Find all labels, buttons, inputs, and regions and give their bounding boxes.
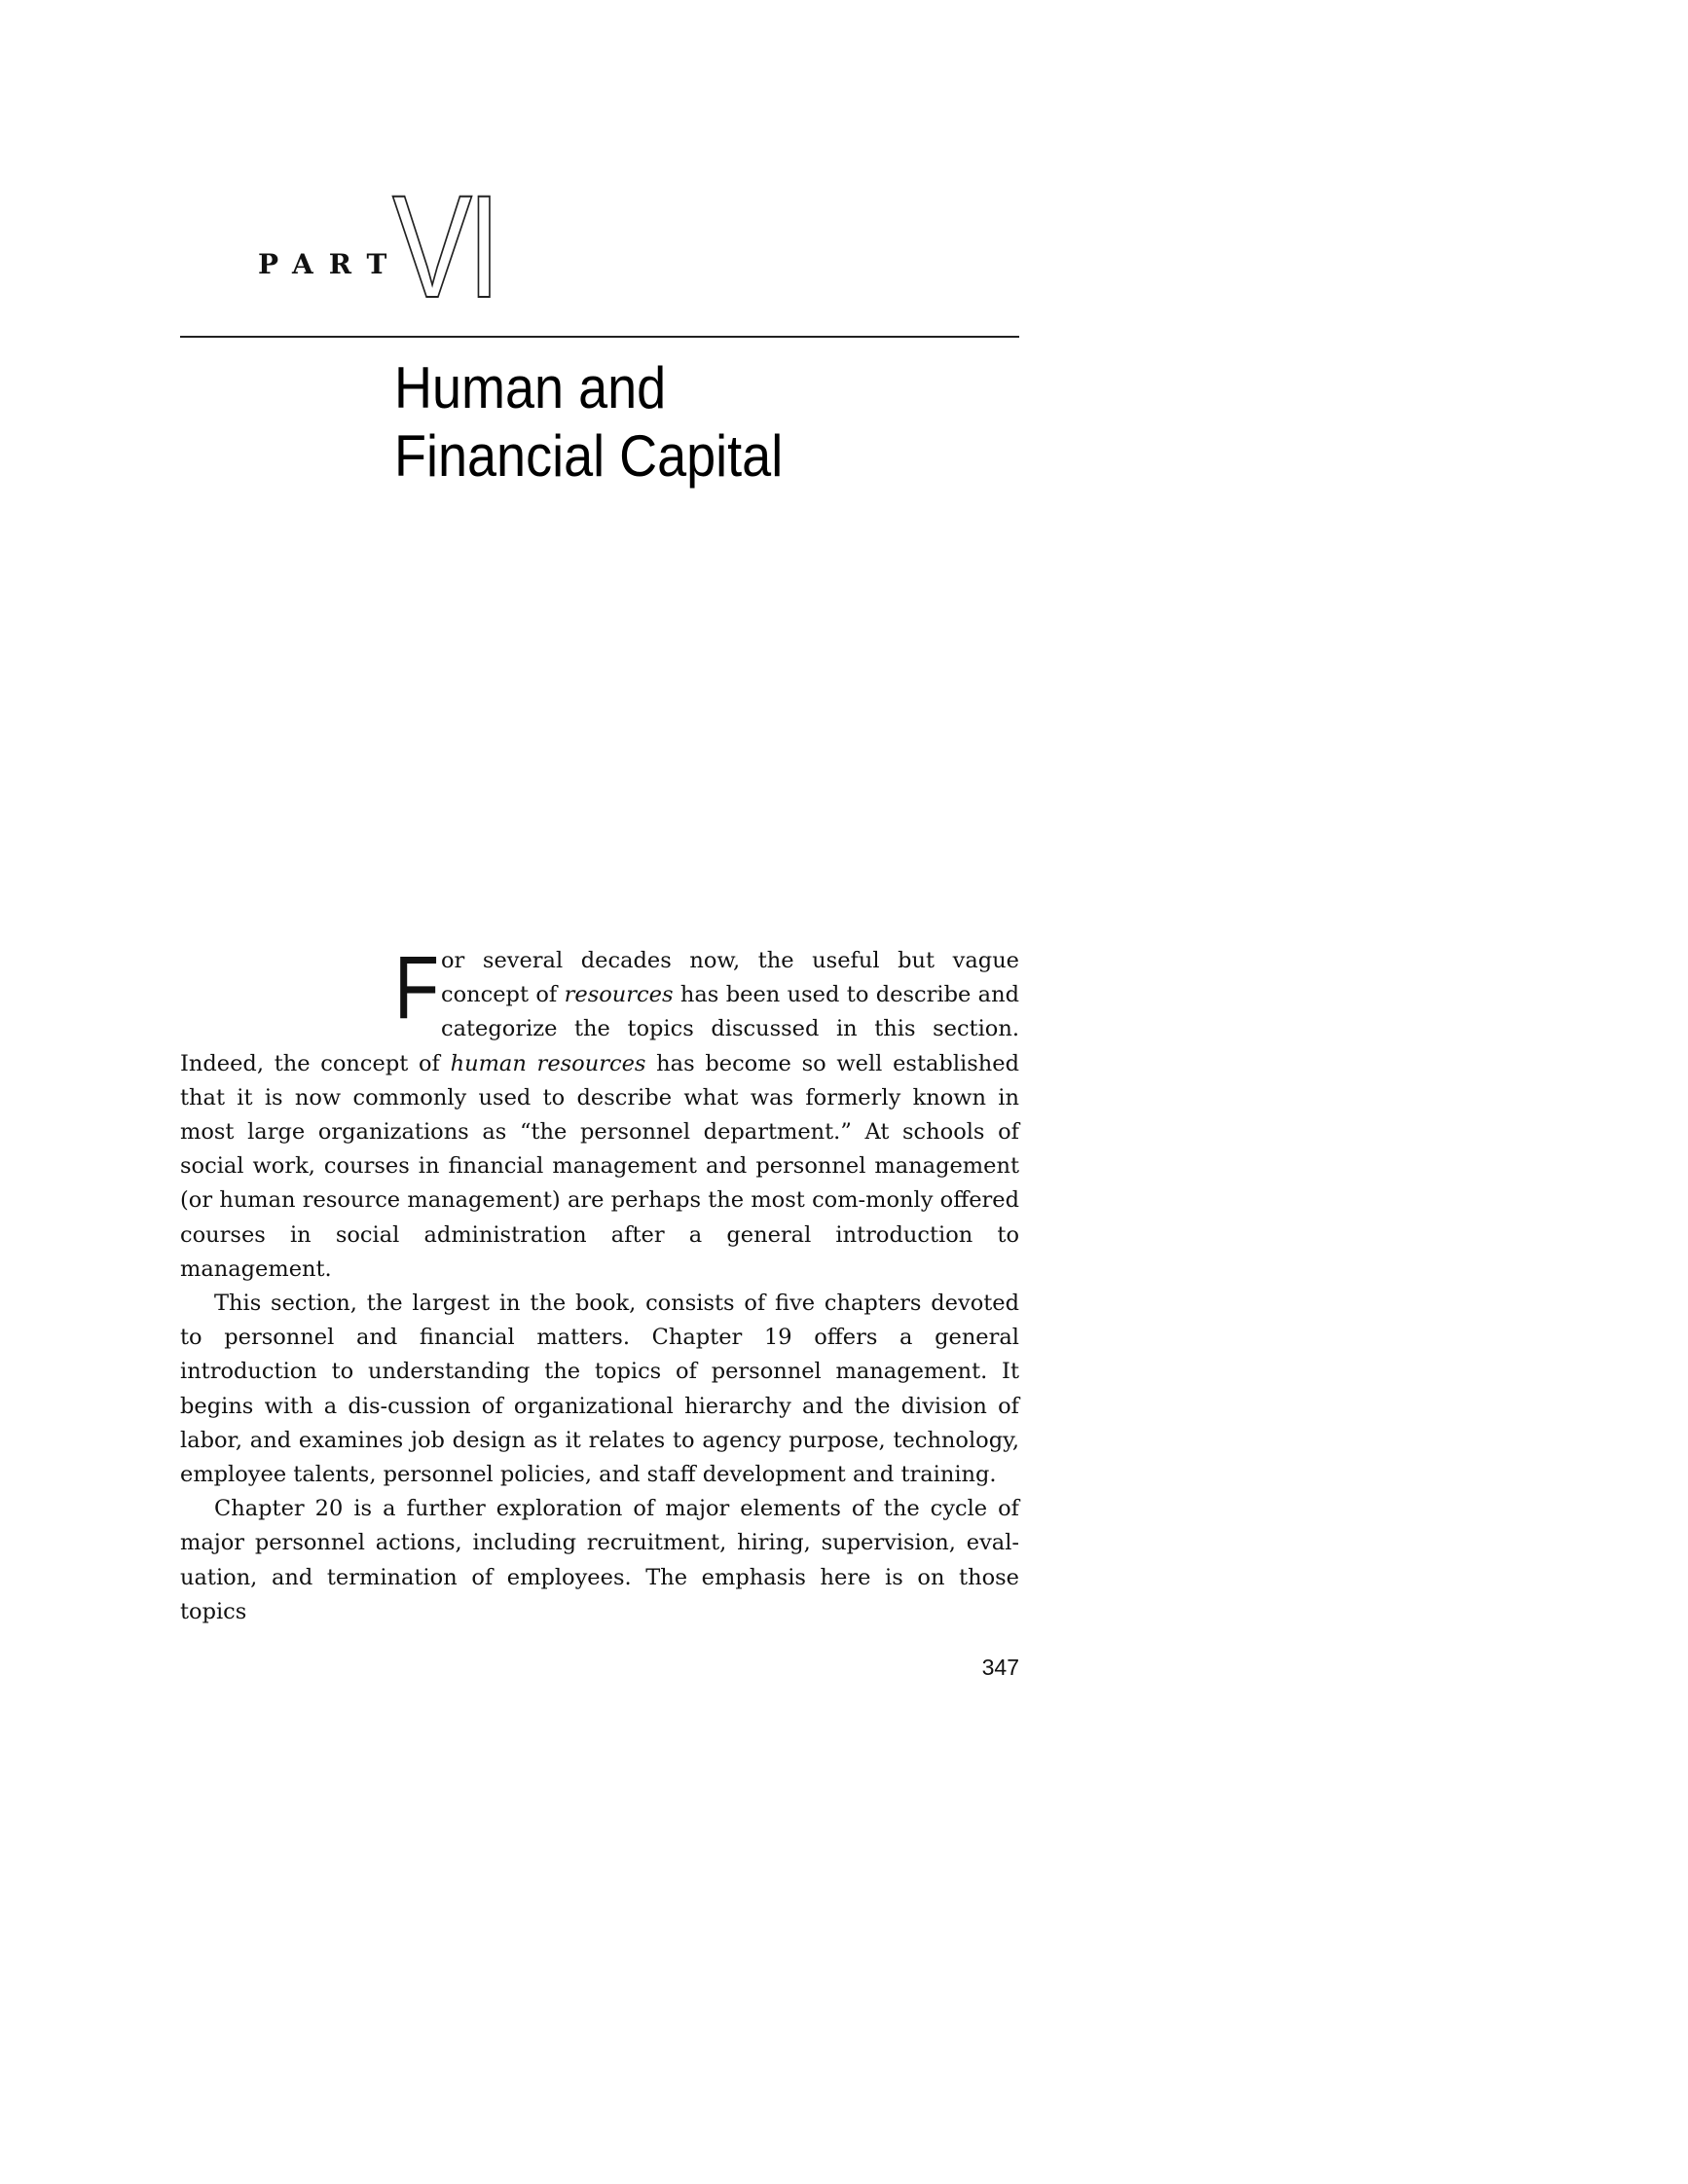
paragraph-1-part-b: has been used to describe and categorize the topics discussed in this section. Indeed, the concept of (180, 982, 1019, 1076)
part-numeral: VI (392, 164, 496, 328)
paragraph-2: This section, the largest in the book, consists of five chapters devoted to personnel and financial matters. Chapter 19 offers a general introduction to understanding the topics of personnel management. It begins with a dis-cussion of organizational hierarchy and the division of labor, and examines job design as it relates to agency purpose, technology, employee talents, personnel policies, and staff development and training. (180, 1291, 1019, 1488)
part-title-line-2: Financial Capital (394, 423, 784, 489)
title-rule (180, 336, 1019, 338)
part-title-line-1: Human and (394, 355, 667, 420)
paragraph-1-part-a: or several decades now, the useful but vague concept of (441, 948, 1019, 1008)
dropcap-indent (180, 944, 394, 1012)
part-label: PART (258, 248, 403, 280)
body-text (180, 938, 1019, 1629)
drop-cap: F (394, 938, 440, 1037)
page-number: 347 (981, 1655, 1019, 1680)
paragraph-1 (180, 938, 1019, 1287)
emphasis-resources: resources (564, 982, 674, 1008)
emphasis-human-resources: human resources (450, 1050, 646, 1076)
paragraph-1-part-c: has become so well established that it is now commonly used to describe what was formerly known in most large organizations as “the personnel department.” At schools of social work, courses in financial management and personnel management (or human resource management) are perhaps the most com-monly offered courses in social administration after a general introduction to management. (180, 1050, 1019, 1282)
paragraph-3: Chapter 20 is a further exploration of major elements of the cycle of major personnel actions, including recruitment, hiring, supervision, eval-uation, and termination of employees. The emphasis here is on those topics (180, 1496, 1019, 1624)
part-title (394, 354, 955, 491)
